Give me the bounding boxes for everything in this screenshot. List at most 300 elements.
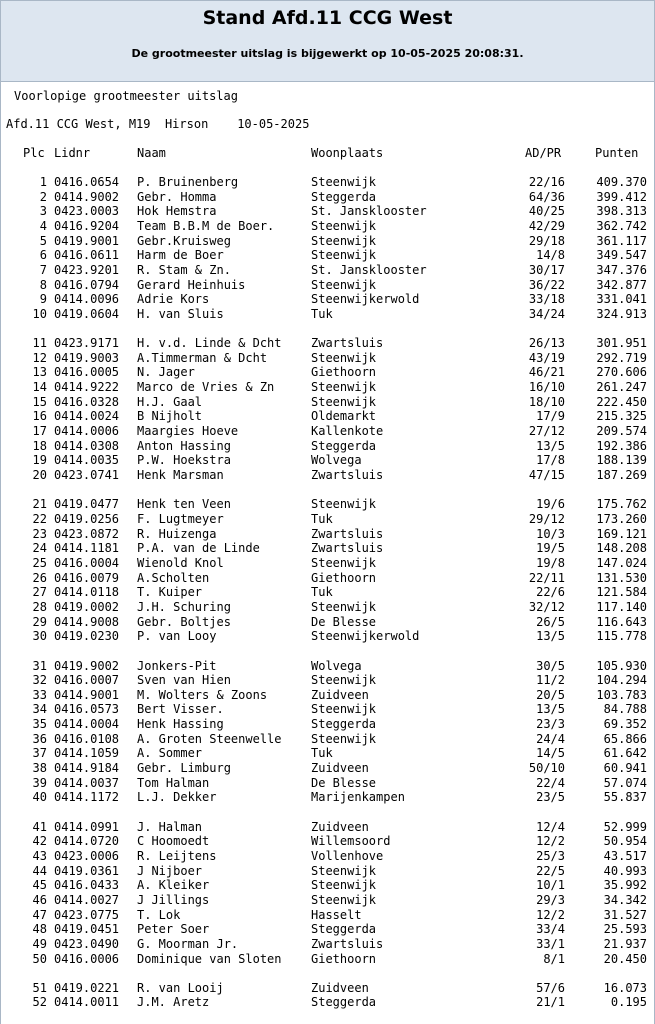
cell-adpr: 29/18 [528,233,565,248]
cell-plc: 16 [32,409,47,424]
cell-punten: 209.574 [596,424,647,438]
table-row [1,717,654,732]
cell-punten: 35.992 [603,878,647,893]
cell-adpr: 46/21 [528,365,565,380]
cell-plc: 22 [32,512,47,526]
table-row [1,761,654,776]
table-row [1,834,654,849]
cell-lidnr: 0416.9204 [54,218,120,233]
cell-lidnr: 0414.0011 [54,995,120,1010]
cell-plc: 9 [39,292,47,307]
cell-naam: J. Halman [137,819,203,834]
cell-adpr: 24/4 [536,731,565,746]
cell-naam: A.Timmerman & Dcht [137,350,268,365]
cell-adpr: 8/1 [543,951,565,966]
cell-punten: 192.386 [596,438,647,453]
table-row [1,541,654,556]
cell-adpr: 50/10 [528,761,565,775]
cell-lidnr: 0414.9001 [54,687,120,702]
cell-woonplaats: Tuk [311,746,333,761]
cell-plc: 21 [32,497,47,512]
cell-woonplaats: Steenwijk [311,863,377,878]
cell-lidnr: 0414.0006 [54,424,120,438]
cell-plc: 49 [32,936,47,951]
cell-lidnr: 0419.0256 [54,512,120,526]
cell-punten: 50.954 [603,834,647,849]
cell-lidnr: 0414.0037 [54,775,120,790]
table-row [1,878,654,893]
cell-punten: 61.642 [603,746,647,761]
cell-adpr: 17/9 [536,409,565,424]
cell-lidnr: 0414.9008 [54,614,120,629]
cell-lidnr: 0414.0720 [54,834,120,849]
cell-lidnr: 0419.0477 [54,497,120,512]
table-row [1,556,654,571]
col-punten: Punten [595,146,639,160]
cell-plc: 34 [32,702,47,717]
cell-plc: 30 [32,629,47,644]
col-lidnr: Lidnr [54,146,91,160]
cell-naam: Peter Soer [137,922,210,937]
cell-woonplaats: Oldemarkt [311,409,377,424]
cell-woonplaats: De Blesse [311,614,377,629]
table-row [1,659,654,674]
cell-adpr: 16/10 [528,380,565,395]
report-heading: Voorlopige grootmeester uitslag [14,89,238,103]
cell-lidnr: 0414.9184 [54,761,120,775]
table-row [1,864,654,879]
cell-plc: 20 [32,468,47,482]
cell-woonplaats: Steenwijk [311,380,377,395]
cell-punten: 20.450 [603,951,647,966]
cell-plc: 2 [39,189,47,204]
table-row [1,365,654,380]
cell-adpr: 33/1 [536,936,565,951]
cell-woonplaats: Steggerda [311,189,377,204]
cell-naam: P.A. van de Linde [137,541,260,556]
cell-adpr: 10/1 [536,878,565,893]
cell-woonplaats: Vollenhove [311,848,384,863]
table-row [1,204,654,219]
cell-naam: G. Moorman Jr. [137,936,239,951]
race-line: Afd.11 CCG West, M19 Hirson 10-05-2025 [6,117,310,131]
cell-lidnr: 0423.9201 [54,262,120,277]
cell-naam: Gebr. Limburg [137,761,231,775]
cell-naam: Adrie Kors [137,292,210,307]
cell-adpr: 22/4 [536,775,565,790]
cell-punten: 331.041 [596,292,647,307]
cell-lidnr: 0423.0872 [54,526,120,541]
cell-lidnr: 0416.0794 [54,277,120,292]
cell-adpr: 14/5 [536,746,565,761]
cell-plc: 4 [39,218,47,233]
cell-lidnr: 0419.0221 [54,980,120,995]
cell-adpr: 19/6 [536,497,565,512]
cell-plc: 41 [32,819,47,834]
cell-naam: Maargies Hoeve [137,424,239,438]
cell-plc: 17 [32,424,47,438]
cell-naam: Hok Hemstra [137,204,217,219]
table-row [1,688,654,703]
table-row [1,424,654,439]
cell-punten: 52.999 [603,819,647,834]
cell-naam: N. Jager [137,365,195,380]
cell-woonplaats: Steenwijk [311,175,377,189]
table-row [1,512,654,527]
table-row [1,234,654,249]
cell-woonplaats: Hasselt [311,907,362,922]
cell-naam: C Hoomoedt [137,834,210,849]
cell-naam: R. Leijtens [137,848,217,863]
cell-naam: H.J. Gaal [137,394,203,409]
cell-plc: 14 [32,380,47,395]
cell-punten: 362.742 [596,218,647,233]
cell-plc: 15 [32,394,47,409]
cell-woonplaats: Giethoorn [311,365,377,380]
cell-adpr: 10/3 [536,526,565,541]
cell-adpr: 22/11 [528,570,565,585]
cell-lidnr: 0416.0007 [54,673,120,688]
cell-adpr: 22/16 [528,175,565,189]
table-row [1,571,654,586]
cell-naam: P. van Looy [137,629,217,644]
cell-lidnr: 0414.0027 [54,892,120,907]
cell-punten: 103.783 [596,687,647,702]
cell-lidnr: 0419.9001 [54,233,120,248]
cell-punten: 173.260 [596,512,647,526]
cell-plc: 39 [32,775,47,790]
cell-woonplaats: Zwartsluis [311,936,384,951]
update-notice: De grootmeester uitslag is bijgewerkt op 10-05-2025 20:08:31. [131,47,524,60]
cell-punten: 324.913 [596,306,647,321]
cell-lidnr: 0414.1181 [54,541,120,556]
cell-plc: 1 [39,175,47,189]
cell-punten: 43.517 [603,848,647,863]
cell-naam: H. v.d. Linde & Dcht [137,336,282,351]
table-row [1,439,654,454]
cell-woonplaats: Steenwijk [311,731,377,746]
cell-adpr: 19/5 [536,541,565,556]
cell-plc: 8 [39,277,47,292]
cell-naam: A. Groten Steenwelle [137,731,282,746]
cell-lidnr: 0416.0079 [54,570,120,585]
cell-woonplaats: Zwartsluis [311,468,384,482]
cell-adpr: 17/8 [536,453,565,468]
cell-plc: 40 [32,790,47,805]
cell-lidnr: 0419.0604 [54,306,120,321]
cell-woonplaats: Steenwijk [311,702,377,717]
cell-naam: Henk Marsman [137,468,224,482]
cell-lidnr: 0423.0741 [54,468,120,482]
cell-woonplaats: Steenwijkerwold [311,292,420,307]
cell-plc: 35 [32,717,47,732]
cell-plc: 37 [32,746,47,761]
cell-naam: Jonkers-Pit [137,658,217,673]
cell-woonplaats: Tuk [311,512,333,526]
table-row [1,307,654,322]
col-adpr: AD/PR [525,146,562,160]
cell-woonplaats: Giethoorn [311,570,377,585]
cell-lidnr: 0419.0451 [54,922,120,937]
cell-lidnr: 0419.9003 [54,350,120,365]
cell-plc: 33 [32,687,47,702]
cell-woonplaats: St. Jansklooster [311,204,427,219]
cell-plc: 52 [32,995,47,1010]
cell-adpr: 30/5 [536,658,565,673]
cell-punten: 349.547 [596,248,647,263]
cell-woonplaats: Steenwijk [311,555,377,570]
table-row [1,585,654,600]
cell-plc: 50 [32,951,47,966]
cell-woonplaats: Tuk [311,585,333,600]
cell-lidnr: 0419.0002 [54,599,120,614]
cell-adpr: 34/24 [528,306,565,321]
cell-plc: 38 [32,761,47,775]
cell-plc: 13 [32,365,47,380]
cell-adpr: 64/36 [528,189,565,204]
cell-punten: 261.247 [596,380,647,395]
cell-punten: 60.941 [603,761,647,775]
cell-adpr: 40/25 [528,204,565,219]
cell-punten: 222.450 [596,394,647,409]
cell-naam: B Nijholt [137,409,203,424]
page-title: Stand Afd.11 CCG West [202,7,453,29]
cell-adpr: 13/5 [536,629,565,644]
cell-naam: R. Huizenga [137,526,217,541]
cell-adpr: 21/1 [536,995,565,1010]
cell-punten: 121.584 [596,585,647,600]
cell-lidnr: 0423.0490 [54,936,120,951]
cell-punten: 148.208 [596,541,647,556]
cell-woonplaats: Steenwijk [311,673,377,688]
cell-lidnr: 0414.0035 [54,453,120,468]
cell-punten: 104.294 [596,673,647,688]
cell-woonplaats: Steenwijk [311,350,377,365]
cell-punten: 31.527 [603,907,647,922]
table-row [1,395,654,410]
cell-punten: 409.370 [596,175,647,189]
cell-plc: 10 [32,306,47,321]
table-row [1,175,654,190]
cell-adpr: 29/3 [536,892,565,907]
cell-adpr: 12/4 [536,819,565,834]
cell-adpr: 36/22 [528,277,565,292]
cell-naam: Anton Hassing [137,438,231,453]
cell-adpr: 12/2 [536,834,565,849]
cell-punten: 105.930 [596,658,647,673]
cell-woonplaats: Steenwijk [311,878,377,893]
cell-plc: 26 [32,570,47,585]
cell-naam: Henk ten Veen [137,497,231,512]
cell-lidnr: 0419.0230 [54,629,120,644]
cell-naam: L.J. Dekker [137,790,217,805]
cell-woonplaats: Wolvega [311,453,362,468]
cell-plc: 6 [39,248,47,263]
cell-punten: 342.877 [596,277,647,292]
cell-woonplaats: Zuidveen [311,980,369,995]
cell-lidnr: 0414.0024 [54,409,120,424]
cell-plc: 25 [32,555,47,570]
cell-plc: 51 [32,980,47,995]
cell-plc: 18 [32,438,47,453]
cell-adpr: 32/12 [528,599,565,614]
cell-woonplaats: Steggerda [311,922,377,937]
cell-plc: 44 [32,863,47,878]
cell-punten: 169.121 [596,526,647,541]
cell-punten: 147.024 [596,555,647,570]
cell-punten: 25.593 [603,922,647,937]
cell-adpr: 33/18 [528,292,565,307]
cell-woonplaats: Zuidveen [311,761,369,775]
cell-naam: Henk Hassing [137,717,224,732]
table-row [1,527,654,542]
cell-naam: A.Scholten [137,570,210,585]
cell-woonplaats: Giethoorn [311,951,377,966]
cell-woonplaats: Steenwijk [311,394,377,409]
cell-naam: R. van Looij [137,980,224,995]
cell-adpr: 13/5 [536,702,565,717]
cell-naam: Bert Visser. [137,702,224,717]
cell-woonplaats: Willemsoord [311,834,391,849]
table-row [1,981,654,996]
cell-lidnr: 0414.1059 [54,746,120,761]
cell-naam: Marco de Vries & Zn [137,380,275,395]
cell-naam: T. Lok [137,907,181,922]
cell-adpr: 27/12 [528,424,565,438]
cell-plc: 29 [32,614,47,629]
cell-woonplaats: Kallenkote [311,424,384,438]
table-row [1,776,654,791]
cell-woonplaats: Steenwijk [311,233,377,248]
cell-adpr: 47/15 [528,468,565,482]
cell-naam: Dominique van Sloten [137,951,282,966]
cell-lidnr: 0416.0433 [54,878,120,893]
table-row [1,336,654,351]
cell-woonplaats: Tuk [311,306,333,321]
cell-naam: Team B.B.M de Boer. [137,218,275,233]
cell-adpr: 42/29 [528,218,565,233]
table-row [1,600,654,615]
cell-plc: 5 [39,233,47,248]
cell-woonplaats: Marijenkampen [311,790,405,805]
cell-punten: 188.139 [596,453,647,468]
cell-adpr: 18/10 [528,394,565,409]
cell-woonplaats: Zuidveen [311,687,369,702]
cell-woonplaats: Steenwijk [311,497,377,512]
table-row [1,790,654,805]
cell-naam: A. Kleiker [137,878,210,893]
table-row [1,849,654,864]
cell-plc: 31 [32,658,47,673]
page-header [0,0,655,82]
cell-woonplaats: Steenwijk [311,277,377,292]
table-row [1,820,654,835]
cell-naam: J Nijboer [137,863,203,878]
cell-punten: 131.530 [596,570,647,585]
cell-woonplaats: Zwartsluis [311,526,384,541]
cell-punten: 215.325 [596,409,647,424]
cell-lidnr: 0416.0005 [54,365,120,380]
cell-woonplaats: Zuidveen [311,819,369,834]
cell-adpr: 23/3 [536,717,565,732]
results-panel [0,81,655,1024]
cell-naam: J Jillings [137,892,210,907]
cell-punten: 115.778 [596,629,647,644]
table-row [1,190,654,205]
cell-plc: 36 [32,731,47,746]
cell-plc: 45 [32,878,47,893]
cell-plc: 23 [32,526,47,541]
cell-naam: J.H. Schuring [137,599,231,614]
cell-plc: 27 [32,585,47,600]
cell-lidnr: 0414.9002 [54,189,120,204]
cell-lidnr: 0416.0004 [54,555,120,570]
cell-woonplaats: Steggerda [311,995,377,1010]
cell-naam: H. van Sluis [137,306,224,321]
cell-naam: R. Stam & Zn. [137,262,231,277]
cell-lidnr: 0414.0991 [54,819,120,834]
cell-adpr: 14/8 [536,248,565,263]
cell-naam: T. Kuiper [137,585,203,600]
cell-punten: 175.762 [596,497,647,512]
cell-adpr: 29/12 [528,512,565,526]
cell-adpr: 22/6 [536,585,565,600]
cell-lidnr: 0414.0004 [54,717,120,732]
table-row [1,673,654,688]
cell-plc: 47 [32,907,47,922]
table-row [1,351,654,366]
table-row [1,219,654,234]
cell-woonplaats: St. Jansklooster [311,262,427,277]
cell-naam: Gebr. Boltjes [137,614,231,629]
cell-woonplaats: Steenwijkerwold [311,629,420,644]
table-row [1,453,654,468]
cell-plc: 42 [32,834,47,849]
cell-adpr: 12/2 [536,907,565,922]
table-row [1,380,654,395]
cell-naam: J.M. Aretz [137,995,210,1010]
cell-plc: 24 [32,541,47,556]
cell-plc: 12 [32,350,47,365]
cell-punten: 398.313 [596,204,647,219]
cell-lidnr: 0416.0573 [54,702,120,717]
table-row [1,995,654,1010]
cell-lidnr: 0416.0006 [54,951,120,966]
cell-naam: Wienold Knol [137,555,224,570]
cell-adpr: 11/2 [536,673,565,688]
cell-woonplaats: Zwartsluis [311,541,384,556]
table-row [1,908,654,923]
cell-adpr: 23/5 [536,790,565,805]
cell-woonplaats: De Blesse [311,775,377,790]
cell-adpr: 30/17 [528,262,565,277]
cell-adpr: 26/13 [528,336,565,351]
table-row [1,278,654,293]
cell-plc: 32 [32,673,47,688]
cell-plc: 19 [32,453,47,468]
cell-naam: Harm de Boer [137,248,224,263]
cell-plc: 48 [32,922,47,937]
cell-lidnr: 0414.0118 [54,585,120,600]
cell-lidnr: 0414.9222 [54,380,120,395]
cell-lidnr: 0414.0096 [54,292,120,307]
table-row [1,952,654,967]
table-row [1,629,654,644]
cell-plc: 3 [39,204,47,219]
cell-punten: 361.117 [596,233,647,248]
cell-adpr: 13/5 [536,438,565,453]
cell-woonplaats: Steenwijk [311,892,377,907]
